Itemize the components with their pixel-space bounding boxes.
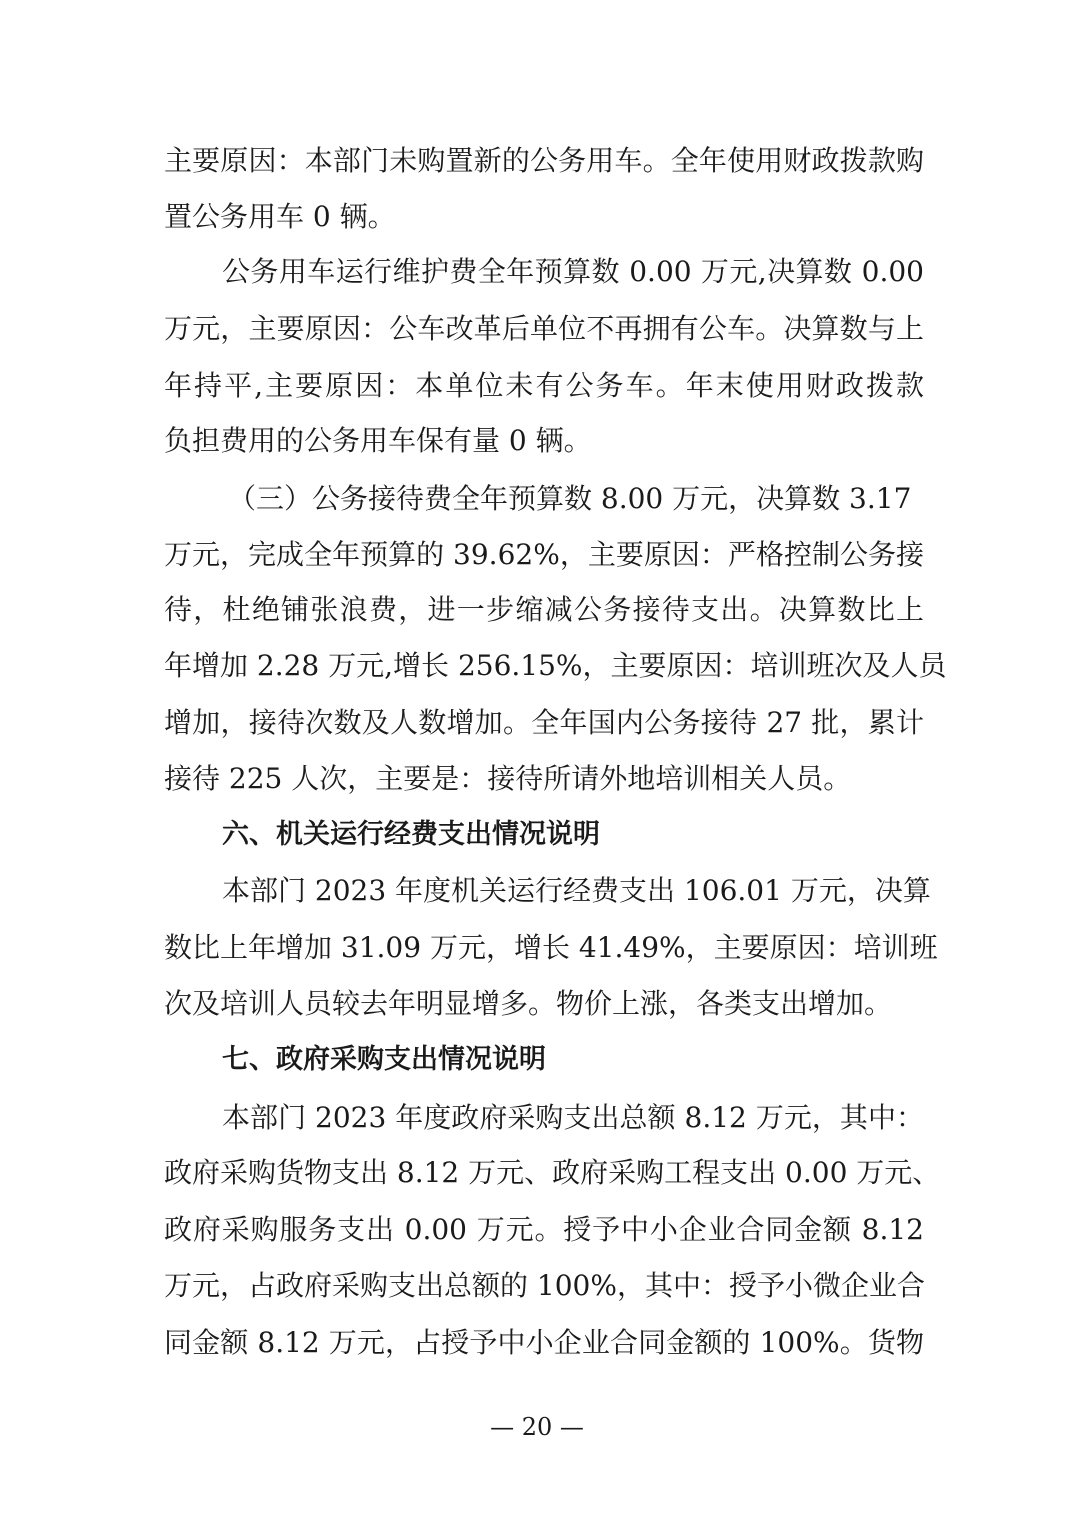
paragraph-line: 待，杜绝铺张浪费，进一步缩减公务接待支出。决算数比上 [164, 593, 924, 626]
paragraph-line: 公务用车运行维护费全年预算数 0.00 万元,决算数 0.00 [222, 255, 924, 288]
section-heading-7: 七、政府采购支出情况说明 [222, 1044, 546, 1075]
paragraph-line: 本部门 2023 年度机关运行经费支出 106.01 万元，决算 [222, 874, 931, 907]
paragraph-line: 同金额 8.12 万元，占授予中小企业合同金额的 100%。货物 [164, 1326, 924, 1359]
paragraph-line: 年持平,主要原因：本单位未有公务车。年末使用财政拨款 [164, 369, 924, 402]
paragraph-line: 政府采购货物支出 8.12 万元、政府采购工程支出 0.00 万元、 [164, 1156, 941, 1189]
page-number: — 20 — [490, 1413, 584, 1441]
paragraph-line: 数比上年增加 31.09 万元，增长 41.49%，主要原因：培训班 [164, 931, 938, 964]
paragraph-line: 万元，完成全年预算的 39.62%，主要原因：严格控制公务接 [164, 538, 924, 571]
paragraph-line: 年增加 2.28 万元,增长 256.15%，主要原因：培训班次及人员 [164, 649, 947, 682]
paragraph-line: 万元，占政府采购支出总额的 100%，其中：授予小微企业合 [164, 1269, 925, 1302]
paragraph-line: 次及培训人员较去年明显增多。物价上涨，各类支出增加。 [164, 987, 893, 1020]
section-heading-6: 六、机关运行经费支出情况说明 [222, 819, 600, 850]
paragraph-line: 政府采购服务支出 0.00 万元。授予中小企业合同金额 8.12 [164, 1213, 924, 1246]
paragraph-line: （三）公务接待费全年预算数 8.00 万元，决算数 3.17 [228, 482, 912, 515]
paragraph-line: 接待 225 人次，主要是：接待所请外地培训相关人员。 [164, 762, 852, 795]
paragraph-line: 万元，主要原因：公车改革后单位不再拥有公车。决算数与上 [164, 312, 924, 345]
paragraph-line: 置公务用车 0 辆。 [164, 200, 396, 233]
paragraph-line: 负担费用的公务用车保有量 0 辆。 [164, 424, 592, 457]
paragraph-line: 主要原因：本部门未购置新的公务用车。全年使用财政拨款购 [164, 144, 924, 177]
paragraph-line: 增加，接待次数及人数增加。全年国内公务接待 27 批，累计 [164, 706, 924, 739]
paragraph-line: 本部门 2023 年度政府采购支出总额 8.12 万元，其中： [222, 1101, 924, 1134]
